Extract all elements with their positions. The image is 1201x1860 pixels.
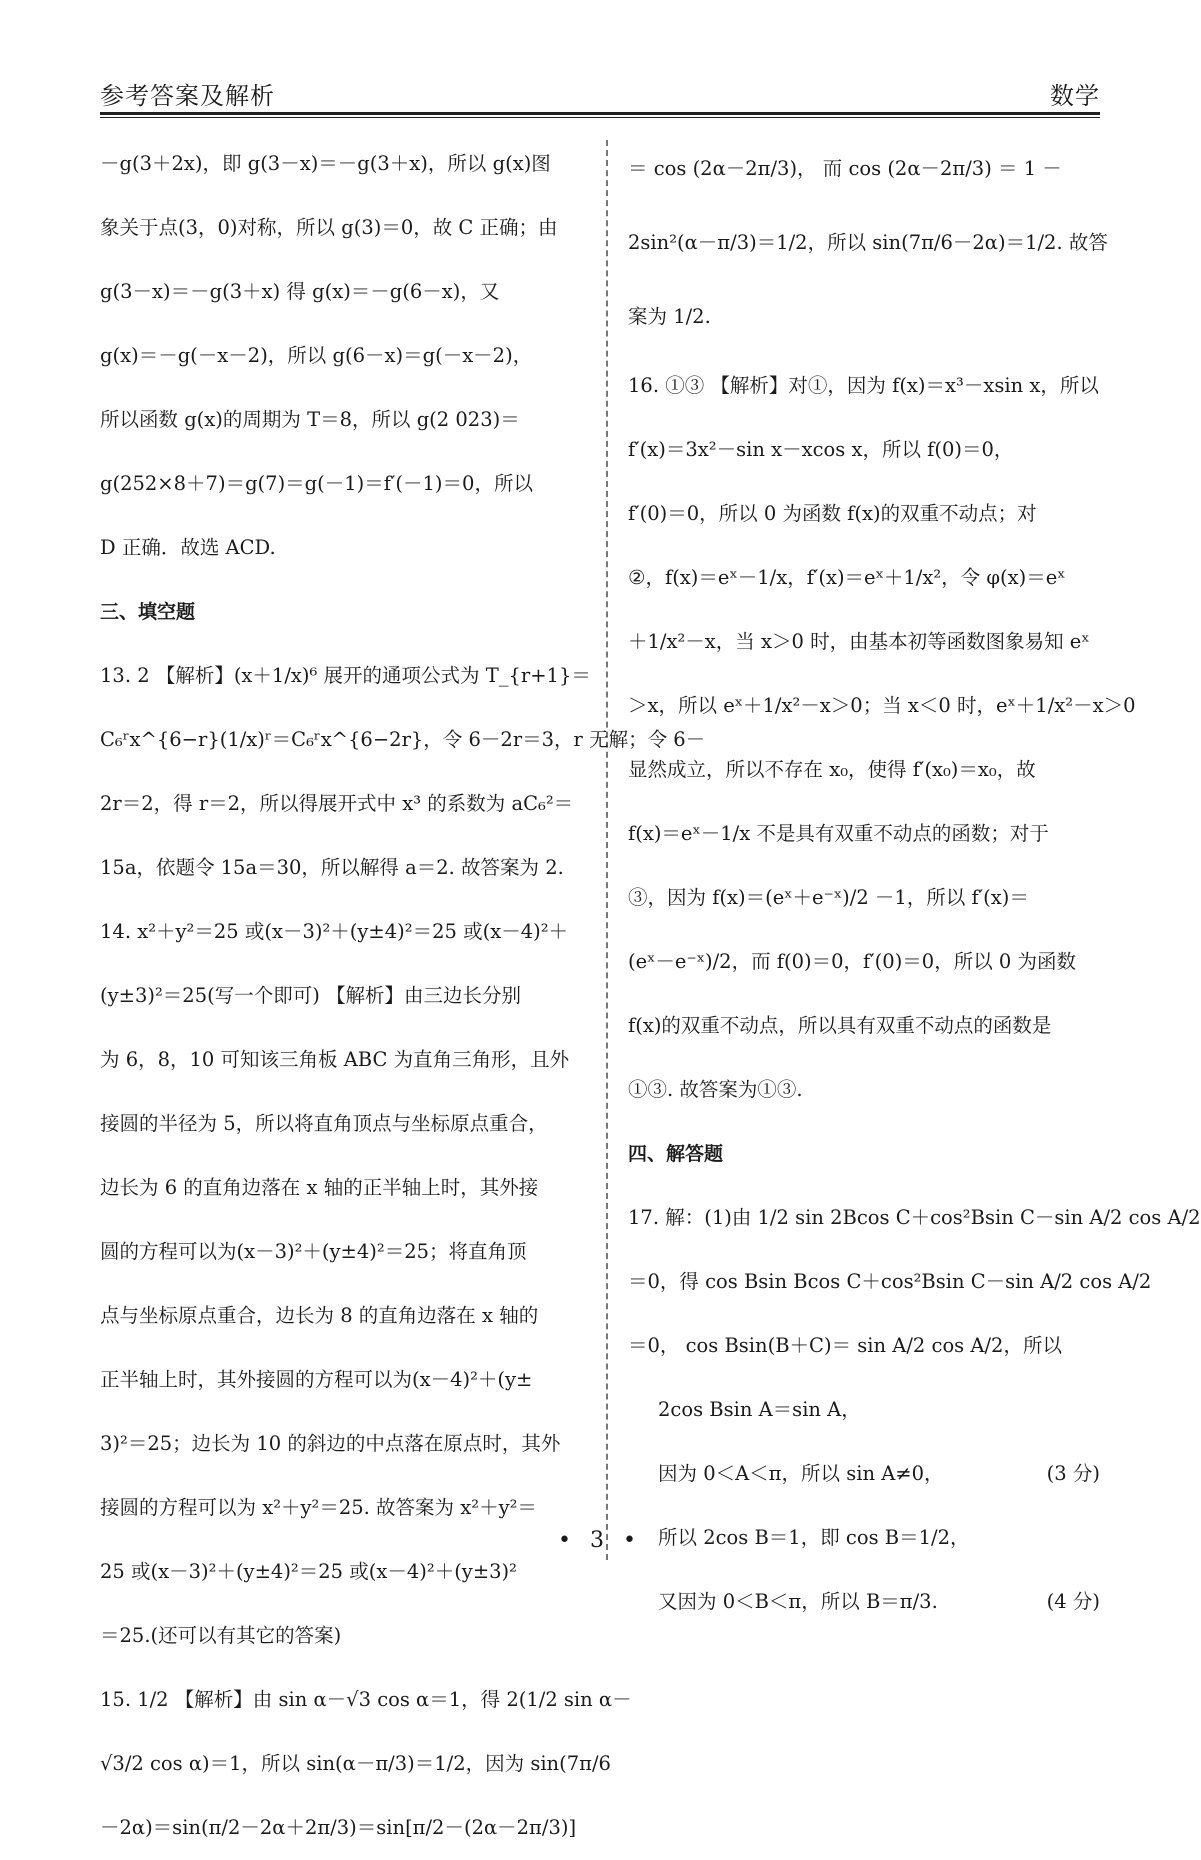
text-line: 15a，依题令 15a＝30，所以解得 a＝2. 故答案为 2. bbox=[100, 856, 564, 879]
text-line: ①③. 故答案为①③. bbox=[628, 1078, 803, 1101]
column-divider bbox=[606, 140, 608, 1560]
text-line: C₆ʳx^{6−r}(1/x)ʳ＝C₆ʳx^{6−2r}，令 6－2r＝3，r 无解；令 6－ bbox=[100, 728, 706, 751]
text-line: 正半轴上时，其外接圆的方程可以为(x－4)²＋(y± bbox=[100, 1368, 533, 1391]
text-line: 接圆的方程可以为 x²＋y²＝25. 故答案为 x²＋y²＝ bbox=[100, 1496, 537, 1519]
text-line: ②，f(x)＝eˣ－1/x，f′(x)＝eˣ＋1/x²，令 φ(x)＝eˣ bbox=[628, 566, 1066, 589]
text-line bbox=[628, 1442, 1100, 1506]
text-line: 边长为 6 的直角边落在 x 轴的正半轴上时，其外接 bbox=[100, 1176, 539, 1199]
text-line: －g(3＋2x)，即 g(3－x)＝－g(3＋x)，所以 g(x)图 bbox=[100, 152, 551, 175]
text-line: 显然成立，所以不存在 x₀，使得 f′(x₀)＝x₀，故 bbox=[628, 758, 1036, 781]
text-content: 因为 0＜A＜π，所以 sin A≠0， bbox=[658, 1462, 944, 1485]
right-column bbox=[628, 132, 1201, 1634]
text-line: f(x)的双重不动点，所以具有双重不动点的函数是 bbox=[628, 1014, 1052, 1037]
page-header bbox=[100, 72, 1100, 112]
text-line: D 正确．故选 ACD. bbox=[100, 536, 276, 559]
text-line: (eˣ－e⁻ˣ)/2，而 f(0)＝0，f′(0)＝0，所以 0 为函数 bbox=[628, 950, 1077, 973]
page-number: • 3 • bbox=[558, 1528, 642, 1553]
score-mark: (4 分) bbox=[1046, 1590, 1100, 1613]
text-line: 25 或(x－3)²＋(y±4)²＝25 或(x－4)²＋(y±3)² bbox=[100, 1560, 517, 1583]
text-line: ＝ cos (2α－2π/3)， 而 cos (2α－2π/3) ＝ 1 － bbox=[628, 157, 1062, 180]
text-line: －2α)＝sin(π/2－2α＋2π/3)＝sin[π/2－(2α－2π/3)] bbox=[100, 1816, 577, 1839]
text-line: 14. x²＋y²＝25 或(x－3)²＋(y±4)²＝25 或(x－4)²＋ bbox=[100, 920, 569, 943]
text-line: 所以 2cos B＝1，即 cos B＝1/2， bbox=[658, 1526, 970, 1549]
text-line: 13. 2 【解析】(x＋1/x)⁶ 展开的通项公式为 T_{r+1}＝ bbox=[100, 664, 591, 687]
text-line: 2sin²(α－π/3)＝1/2，所以 sin(7π/6－2α)＝1/2. 故答 bbox=[628, 231, 1108, 254]
text-line: 圆的方程可以为(x－3)²＋(y±4)²＝25；将直角顶 bbox=[100, 1240, 527, 1263]
section-heading: 四、解答题 bbox=[628, 1143, 724, 1165]
text-line: ＋1/x²－x，当 x＞0 时，由基本初等函数图象易知 eˣ bbox=[628, 630, 1090, 653]
text-line: g(3－x)＝－g(3＋x) 得 g(x)＝－g(6－x)，又 bbox=[100, 280, 500, 303]
text-line: f′(x)＝3x²－sin x－xcos x，所以 f(0)＝0， bbox=[628, 438, 1014, 461]
header-rule-thick bbox=[100, 112, 1100, 115]
text-line: 点与坐标原点重合，边长为 8 的直角边落在 x 轴的 bbox=[100, 1304, 539, 1327]
text-line: 案为 1/2. bbox=[628, 305, 711, 328]
header-title: 参考答案及解析 bbox=[100, 82, 275, 110]
text-line: 15. 1/2 【解析】由 sin α－√3 cos α＝1，得 2(1/2 sin α－ bbox=[100, 1688, 632, 1711]
text-line: g(x)＝－g(－x－2)，所以 g(6－x)＝g(－x－2)， bbox=[100, 344, 533, 367]
text-line: g(252×8＋7)＝g(7)＝g(－1)＝f′(－1)＝0，所以 bbox=[100, 472, 533, 495]
text-line: ③，因为 f(x)＝(eˣ＋e⁻ˣ)/2 －1，所以 f′(x)＝ bbox=[628, 886, 1029, 909]
text-line: 接圆的半径为 5，所以将直角顶点与坐标原点重合， bbox=[100, 1112, 548, 1135]
text-line: 17. 解：(1)由 1/2 sin 2Bcos C＋cos²Bsin C－sin A/2 cos A/2 bbox=[628, 1206, 1201, 1229]
text-line: 16. ①③ 【解析】对①，因为 f(x)＝x³－xsin x，所以 bbox=[628, 374, 1099, 397]
text-line: 2cos Bsin A＝sin A， bbox=[658, 1398, 861, 1421]
header-rule-thin bbox=[100, 117, 1100, 118]
text-line: ＝0， cos Bsin(B＋C)＝ sin A/2 cos A/2，所以 bbox=[628, 1334, 1062, 1357]
text-line: ＝25.(还可以有其它的答案) bbox=[100, 1624, 342, 1647]
text-line: √3/2 cos α)＝1，所以 sin(α－π/3)＝1/2，因为 sin(7π/6 bbox=[100, 1752, 611, 1775]
text-content: 又因为 0＜B＜π，所以 B＝π/3. bbox=[658, 1590, 938, 1613]
text-line: 3)²＝25；边长为 10 的斜边的中点落在原点时，其外 bbox=[100, 1432, 561, 1455]
text-line: (y±3)²＝25(写一个即可) 【解析】由三边长分别 bbox=[100, 984, 522, 1007]
text-line: ＞x，所以 eˣ＋1/x²－x＞0；当 x＜0 时，eˣ＋1/x²－x＞0 bbox=[628, 694, 1136, 717]
score-mark: (3 分) bbox=[1046, 1462, 1100, 1485]
text-line: ＝0，得 cos Bsin Bcos C＋cos²Bsin C－sin A/2 cos A/2 bbox=[628, 1270, 1152, 1293]
header-subject: 数学 bbox=[1050, 82, 1100, 110]
text-line: 2r＝2，得 r＝2，所以得展开式中 x³ 的系数为 aC₆²＝ bbox=[100, 792, 574, 815]
text-line: f(x)＝eˣ－1/x 不是具有双重不动点的函数；对于 bbox=[628, 822, 1049, 845]
text-line: 为 6，8，10 可知该三角板 ABC 为直角三角形，且外 bbox=[100, 1048, 570, 1071]
section-heading: 三、填空题 bbox=[100, 601, 196, 623]
text-line: 所以函数 g(x)的周期为 T＝8，所以 g(2 023)＝ bbox=[100, 408, 520, 431]
text-line: f′(0)＝0，所以 0 为函数 f(x)的双重不动点；对 bbox=[628, 502, 1037, 525]
text-line: 象关于点(3，0)对称，所以 g(3)＝0，故 C 正确；由 bbox=[100, 216, 558, 239]
text-line bbox=[628, 1570, 1100, 1634]
